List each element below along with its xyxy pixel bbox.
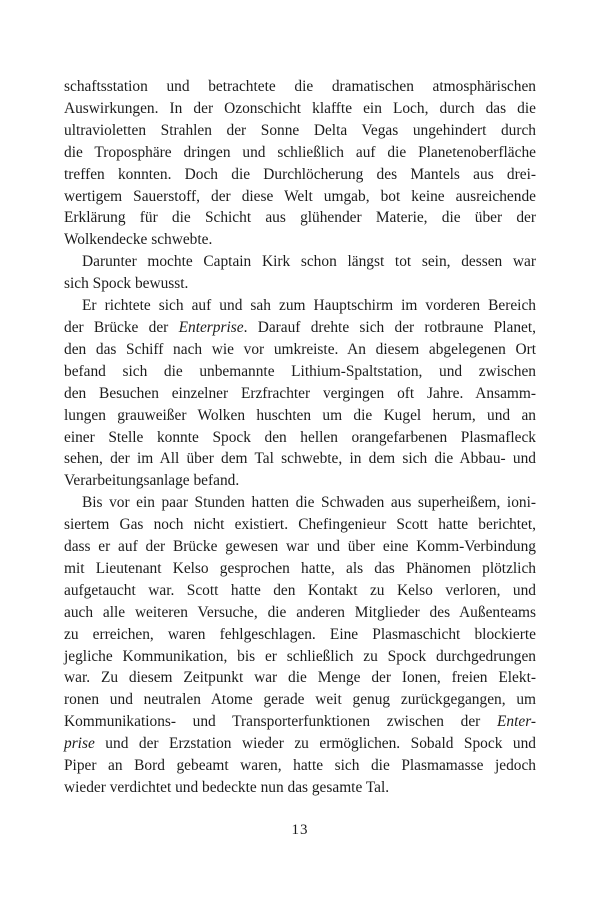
text-segment: . Darauf drehte sich der rotbraune Planet, xyxy=(243,318,537,336)
text-line xyxy=(64,383,536,405)
italic-text-segment: Enter- xyxy=(496,713,536,731)
text-line xyxy=(64,186,536,208)
text-line xyxy=(64,602,536,624)
text-line xyxy=(64,405,536,427)
text-segment: war. Zu diesem Zeitpunkt war die Menge der Ionen, freien Elekt- xyxy=(64,669,536,687)
text-line xyxy=(64,273,536,295)
text-line xyxy=(64,361,536,383)
text-line xyxy=(64,624,536,646)
text-segment: sehen, der im All über dem Tal schwebte, in dem sich die Abbau- und xyxy=(64,450,536,468)
text-segment: zu erreichen, waren fehlgeschlagen. Eine Plasmaschicht blockierte xyxy=(64,625,536,643)
text-line xyxy=(64,317,536,339)
text-line xyxy=(64,142,536,164)
text-segment: dass er auf der Brücke gewesen war und über eine Komm-Verbindung xyxy=(64,538,536,556)
text-line xyxy=(64,295,536,317)
text-line xyxy=(64,229,536,251)
text-segment: mit Lieutenant Kelso gesprochen hatte, als das Phänomen plötzlich xyxy=(64,559,536,577)
page-number: 13 xyxy=(291,822,309,838)
text-line xyxy=(64,470,536,492)
text-segment: Erklärung für die Schicht aus glühender Materie, die über der xyxy=(64,209,536,227)
text-segment: siertem Gas noch nicht existiert. Chefingenieur Scott hatte berichtet, xyxy=(64,516,536,534)
text-line xyxy=(64,339,536,361)
text-segment: einer Stelle konnte Spock den hellen orangefarbenen Plasmafleck xyxy=(64,428,536,446)
text-segment: und der Erzstation wieder zu ermöglichen. Sobald Spock und xyxy=(94,735,536,753)
text-line xyxy=(64,689,536,711)
text-segment: Bis vor ein paar Stunden hatten die Schwaden aus superheißem, ioni- xyxy=(82,494,536,512)
paragraph xyxy=(64,251,536,295)
text-line xyxy=(64,492,536,514)
text-line xyxy=(64,558,536,580)
text-segment: sich Spock bewusst. xyxy=(64,275,189,293)
text-segment: wieder verdichtet und bedeckte nun das gesamte Tal. xyxy=(64,779,390,796)
text-segment: ultravioletten Strahlen der Sonne Delta Vegas ungehindert durch xyxy=(64,121,536,139)
text-line xyxy=(64,164,536,186)
text-line xyxy=(64,448,536,470)
text-line xyxy=(64,667,536,689)
text-line xyxy=(64,536,536,558)
text-segment: auch alle weiteren Versuche, die anderen Mitglieder des Außenteams xyxy=(64,603,536,621)
text-segment: Darunter mochte Captain Kirk schon längst tot sein, dessen war xyxy=(82,253,536,271)
text-segment: Piper an Bord gebeamt waren, hatte sich die Plasmamasse jedoch xyxy=(64,757,536,775)
text-line xyxy=(64,514,536,536)
text-segment: treffen konnten. Doch die Durchlöcherung des Mantels aus drei- xyxy=(64,165,536,183)
text-line xyxy=(64,251,536,273)
text-segment: ronen und neutralen Atome gerade weit genug zurückgegangen, um xyxy=(64,691,536,709)
paragraph xyxy=(64,76,536,251)
text-line xyxy=(64,120,536,142)
text-line xyxy=(64,646,536,668)
text-line xyxy=(64,427,536,449)
text-segment: den Besuchen einzelner Erzfrachter vergingen oft Jahre. Ansamm- xyxy=(64,384,536,402)
italic-text-segment: Enterprise xyxy=(178,318,244,336)
text-segment: jegliche Kommunikation, bis er schließlich zu Spock durchgedrungen xyxy=(64,647,536,665)
text-line xyxy=(64,76,536,98)
text-segment: aufgetaucht war. Scott hatte den Kontakt zu Kelso verloren, und xyxy=(64,581,536,599)
paragraph xyxy=(64,295,536,492)
italic-text-segment: prise xyxy=(64,735,95,753)
text-segment: der Brücke der xyxy=(64,318,179,336)
text-segment: Er richtete sich auf und sah zum Hauptschirm im vorderen Bereich xyxy=(82,297,536,315)
text-line xyxy=(64,98,536,120)
text-segment: lungen grauweißer Wolken huschten um die Kugel herum, und an xyxy=(64,406,536,424)
text-segment: befand sich die unbemannte Lithium-Spaltstation, und zwischen xyxy=(64,362,536,380)
text-segment: den das Schiff nach wie vor umkreiste. An diesem abgelegenen Ort xyxy=(64,340,536,358)
text-line xyxy=(64,580,536,602)
text-segment: Wolkendecke schwebte. xyxy=(64,231,213,249)
text-segment: Verarbeitungsanlage befand. xyxy=(64,472,240,490)
text-line xyxy=(64,733,536,755)
paragraph xyxy=(64,492,536,799)
text-segment: die Troposphäre dringen und schließlich auf die Planetenoberfläche xyxy=(64,143,536,161)
text-line xyxy=(64,207,536,229)
text-line xyxy=(64,777,536,799)
text-segment: Kommunikations- und Transporterfunktionen zwischen der xyxy=(64,713,497,731)
page-text xyxy=(64,76,536,799)
text-segment: Auswirkungen. In der Ozonschicht klaffte ein Loch, durch das die xyxy=(64,99,536,117)
text-line xyxy=(64,711,536,733)
text-line xyxy=(64,755,536,777)
text-segment: schaftsstation und betrachtete die dramatischen atmosphärischen xyxy=(64,78,536,95)
text-segment: wertigem Sauerstoff, der diese Welt umgab, bot keine ausreichende xyxy=(64,187,536,205)
